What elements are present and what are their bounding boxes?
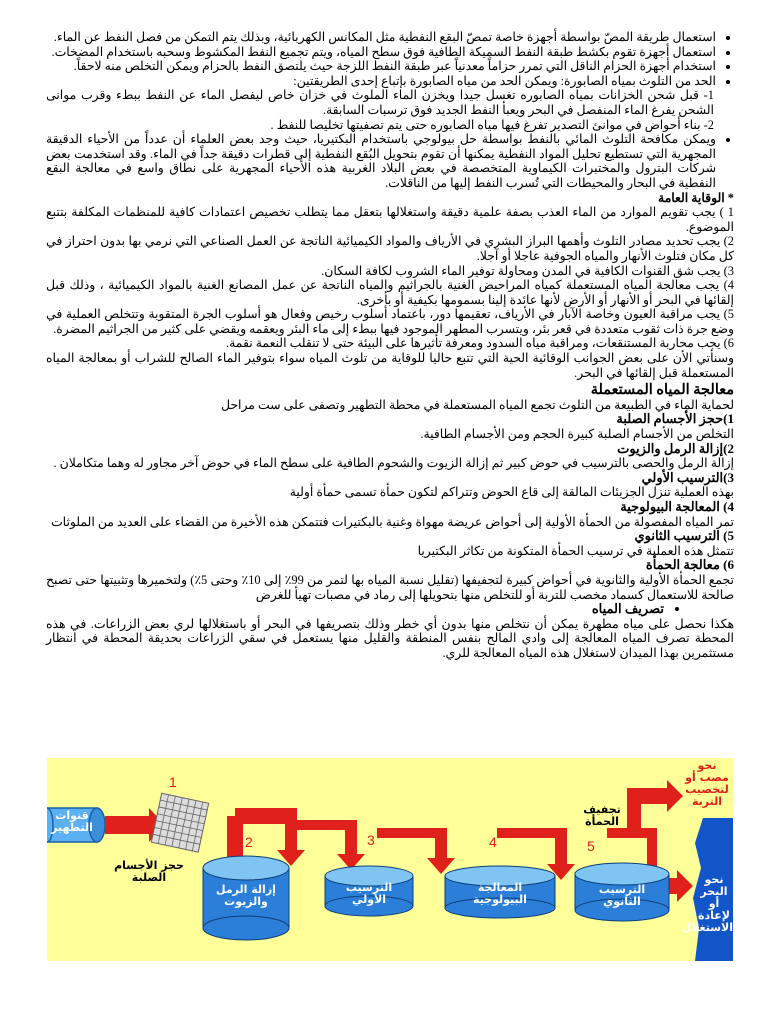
discharge-list — [46, 602, 734, 617]
prevention-item-2: 2) يجب تحديد مصادر التلوث وأهمها البراز البشري في الأرياف والمواد الكيميائية الناتجة عن العمل الصناعي التي نرمي بها بدون احتراز في كل مكان فتلوث الأنهار والمياه الجوفية عاجلا أو آجلا. — [46, 234, 734, 263]
treatment-intro: لحماية الماء في الطبيعة من التلوث تجمع المياه المستعملة في محطة التطهير وتصفى على ست مراحل — [220, 397, 734, 412]
treatment-title: معالجة المياه المستعملة — [590, 382, 734, 399]
prevention-item-4: 4) يجب معالجة المياه المستعملة كمياه المراحيض الغنية بالجراثيم والمياه الناتجة عن عمل المصانع الغنية بالمواد الكيميائية ، وذلك قبل إلقائها في البحر أو الأنهار أو الأرض لأنها عائدة إلينا بسمومها بكيفية أو بأخرى. — [46, 278, 734, 307]
top-bullet-list — [46, 30, 734, 88]
bullet-ballast-intro: • الحد من التلوث بمياه الصابورة: ويمكن الحد من مياه الصابورة بإتباع إحدى الطريقتين: — [46, 74, 716, 89]
prevention-item-1: 1 ) يجب تقويم الموارد من الماء العذب بصفة علمية دقيقة واستغلالها بتعقل مما يتطلب تخصيص اعتمادات كافية للمنظمات المكلفة بتتبع الموضوع. — [46, 205, 734, 234]
stage-3-title: 3)الترسيب الأولي — [641, 469, 734, 485]
stage-2-text: إزالة الرمل والحصى بالترسيب في حوض كبير ثم إزالة الزيوت والشحوم الطافية على سطح الماء في حوض آخر مجاور له وهما متكاملان . — [53, 456, 734, 471]
discharge-title: • تصريف المياه — [46, 602, 664, 617]
label-sea: نحو البحر أو لإعادة الاستغلال — [681, 873, 733, 934]
label-secondary: الترسيب الثانوي — [598, 883, 646, 908]
treatment-diagram — [47, 758, 733, 961]
bullet-bio: • ويمكن مكافحة التلوث المائي بالنفط بواسطة حل بيولوجي باستخدام البكتيريا، حيث وجد بعض العلماء أن عدداً من الأحياء الدقيقة المجهرية التي تستطيع تحليل المواد النفطية يمكنها أن تقوم بتحويل البُقع النفطية إلى قطرات دقيقة جداً في الماء. وقد استخدمت بعض شركات البترول والمختبرات الكيماوية المتخصصة في بعض البلاد الغربية هذه الأحياء المجهرية على نطاق واسع في معالجة البقع النفطية في البحار والمحيطات التي تُسرب النفط إليها من الناقلات. — [46, 132, 716, 190]
stage-1-title: 1)حجز الأجسام الصلبة — [616, 411, 734, 427]
stage-3-text: بهذه العملية تنزل الجزيئات المالقة إلى قاع الحوض وتتراكم لتكون حمأة تسمى حمأة أولية — [289, 485, 734, 500]
stage-5-text: تتمثل هذه العملية في ترسيب الحمأة المتكونة من تكاثر البكتيريا — [417, 543, 734, 558]
prevention-conclusion: وسنأتي الأن على بعض الجوانب الوقائية الحية التي تتبع حاليا للوقاية من تلوث المياه سواء بتوفير الماء الصالح للشراب أو بمعالجة المياه المستعملة قبل إلقائها في البحر. — [46, 351, 734, 380]
bullet-suction: • استعمال طريقة المصّ بواسطة أجهزة خاصة تمصّ البقع النفطية مثل المكانس الكهربائية، وبذلك يتم التمكن من فصل النفط عن الماء. — [46, 30, 716, 45]
stage-4-title: 4) المعالجة البيولوجية — [620, 499, 734, 514]
label-pipe: قنوات التطهير — [51, 809, 93, 834]
ballast-method-1: 1- قبل شحن الخزانات بمياه الصابوره تغسل جيدا ويخزن الماء الملوث في خزان خاص ليفصل الماء عن النفط ببطء وقرب موانى الشحن يفرغ الماء المنفصل في البحر ويعبأ النفط الجديد فوق ترسبات السابقة. — [46, 88, 714, 117]
stage-2-title: 2)إزالة الرمل والزيوت — [617, 440, 734, 456]
stage-1-text: التخلص من الأجسام الصلبة كبيرة الحجم ومن الأجسام الطافية. — [420, 427, 734, 442]
prevention-item-3: 3) يجب شق القنوات الكافية في المدن ومحاولة توفير الماء الشروب لكافة السكان. — [321, 263, 734, 278]
label-biological: المعالجة البيولوجية — [473, 881, 527, 906]
stage-6-text: تجمع الحمأة الأولية والثانوية في أحواض كبيرة لتجفيفها (تقليل نسبة المياه بها لتمر من 99٪ إلى 10٪ وحتى 5٪) ولتخميرها وتثبيتها حتى تصبح صالحة للاستعمال كسماد مخصب للتربة أو للتخلص منها بتحويلها إلى رماد في مصبات تهيأ للغرض — [46, 572, 735, 602]
step-number-3: 3 — [367, 832, 375, 848]
step-number-4: 4 — [489, 834, 497, 850]
bullet-skimming: • استعمال أجهزة تقوم بكشط طبقة النفط السميكة الطافية فوق سطح المياه، ويتم تجميع النفط المكشوط وسحبه باستخدام المضخات. — [46, 45, 716, 60]
prevention-item-6: 6) يجب محاربة المستنقعات، ومراقبة مياه السدود ومعرفة تأثيرها على البيئة حتى لا تنقلب النعمة نقمة. — [226, 336, 734, 351]
label-screen: حجز الأجسام الصلبة — [114, 859, 184, 884]
label-sludge-drying: تجفيف الحمأة — [583, 803, 621, 828]
label-soil: نحو مصب أو لتخصيب التربة — [685, 759, 729, 808]
prevention-item-5: 5) يجب مراقبة العيون وخاصة الآبار في الأرياف، تعقيمها دور، باعتماد أسلوب رخيص وفعال هو أسلوب الجرة المتقوبة وتتخلص العملية في وضع جرة ذات ثقوب متعددة في قعر بئر، ويتسرب المطهر الموجود فيها ببطء إلى ماء البئر ويعقمه ويقضي على كثير من الجراثيم المضرة. — [46, 307, 734, 336]
stage-5-title: 5) الترسيب الثانوي — [634, 528, 734, 544]
label-sand-oil: إزالة الرمل والزيوت — [216, 883, 276, 908]
bullet-belt: • استخدام أجهزة الحزام الناقل التي تمرر حزاماً معدنياً عبر طبقة النفط اللزجة حيث يلتصق النفط بالحزام ويمكن التخلص منه لاحقاً. — [46, 59, 716, 74]
stage-6-title: 6) معالجة الحمأة — [645, 557, 734, 573]
step-number-1: 1 — [169, 774, 177, 790]
prevention-title: * الوقاية العامة — [657, 190, 734, 205]
step-number-2: 2 — [245, 834, 253, 850]
ballast-method-2: 2- بناء أحواض في موانئ التصدير تفرغ فيها مياه الصابوره حتى يتم تصفيتها تخليصا للنفط . — [270, 117, 714, 132]
label-primary: الترسيب الأولي — [345, 881, 393, 906]
document-body — [46, 30, 734, 661]
bar-screen — [151, 793, 208, 852]
discharge-text: هكذا نحصل على مياه مطهرة يمكن أن نتخلص منها بدون أي خطر وذلك بتصريفها في البحر أو باستغلالها لري بعض الزراعات. في هذه المحطة تصرف المياه المعالجة إلى وادي المالح بنفس المنطقة والقليل منها يستعمل في سقي الزراعات بحديقة المحطة في انتظار مستثمرين بهذا الميدان لاستغلال هذه المياه المعالجة للري. — [46, 616, 734, 660]
stage-4-text: تمر المياه المفصولة من الحمأة الأولية إلى أحواض عريضة مهواة وغنية بالبكتيرات فتتمكن هذه الأخيرة من القضاء على العديد من الملوثات — [51, 514, 734, 529]
bio-bullet-list — [46, 132, 734, 190]
step-number-5: 5 — [587, 838, 595, 854]
